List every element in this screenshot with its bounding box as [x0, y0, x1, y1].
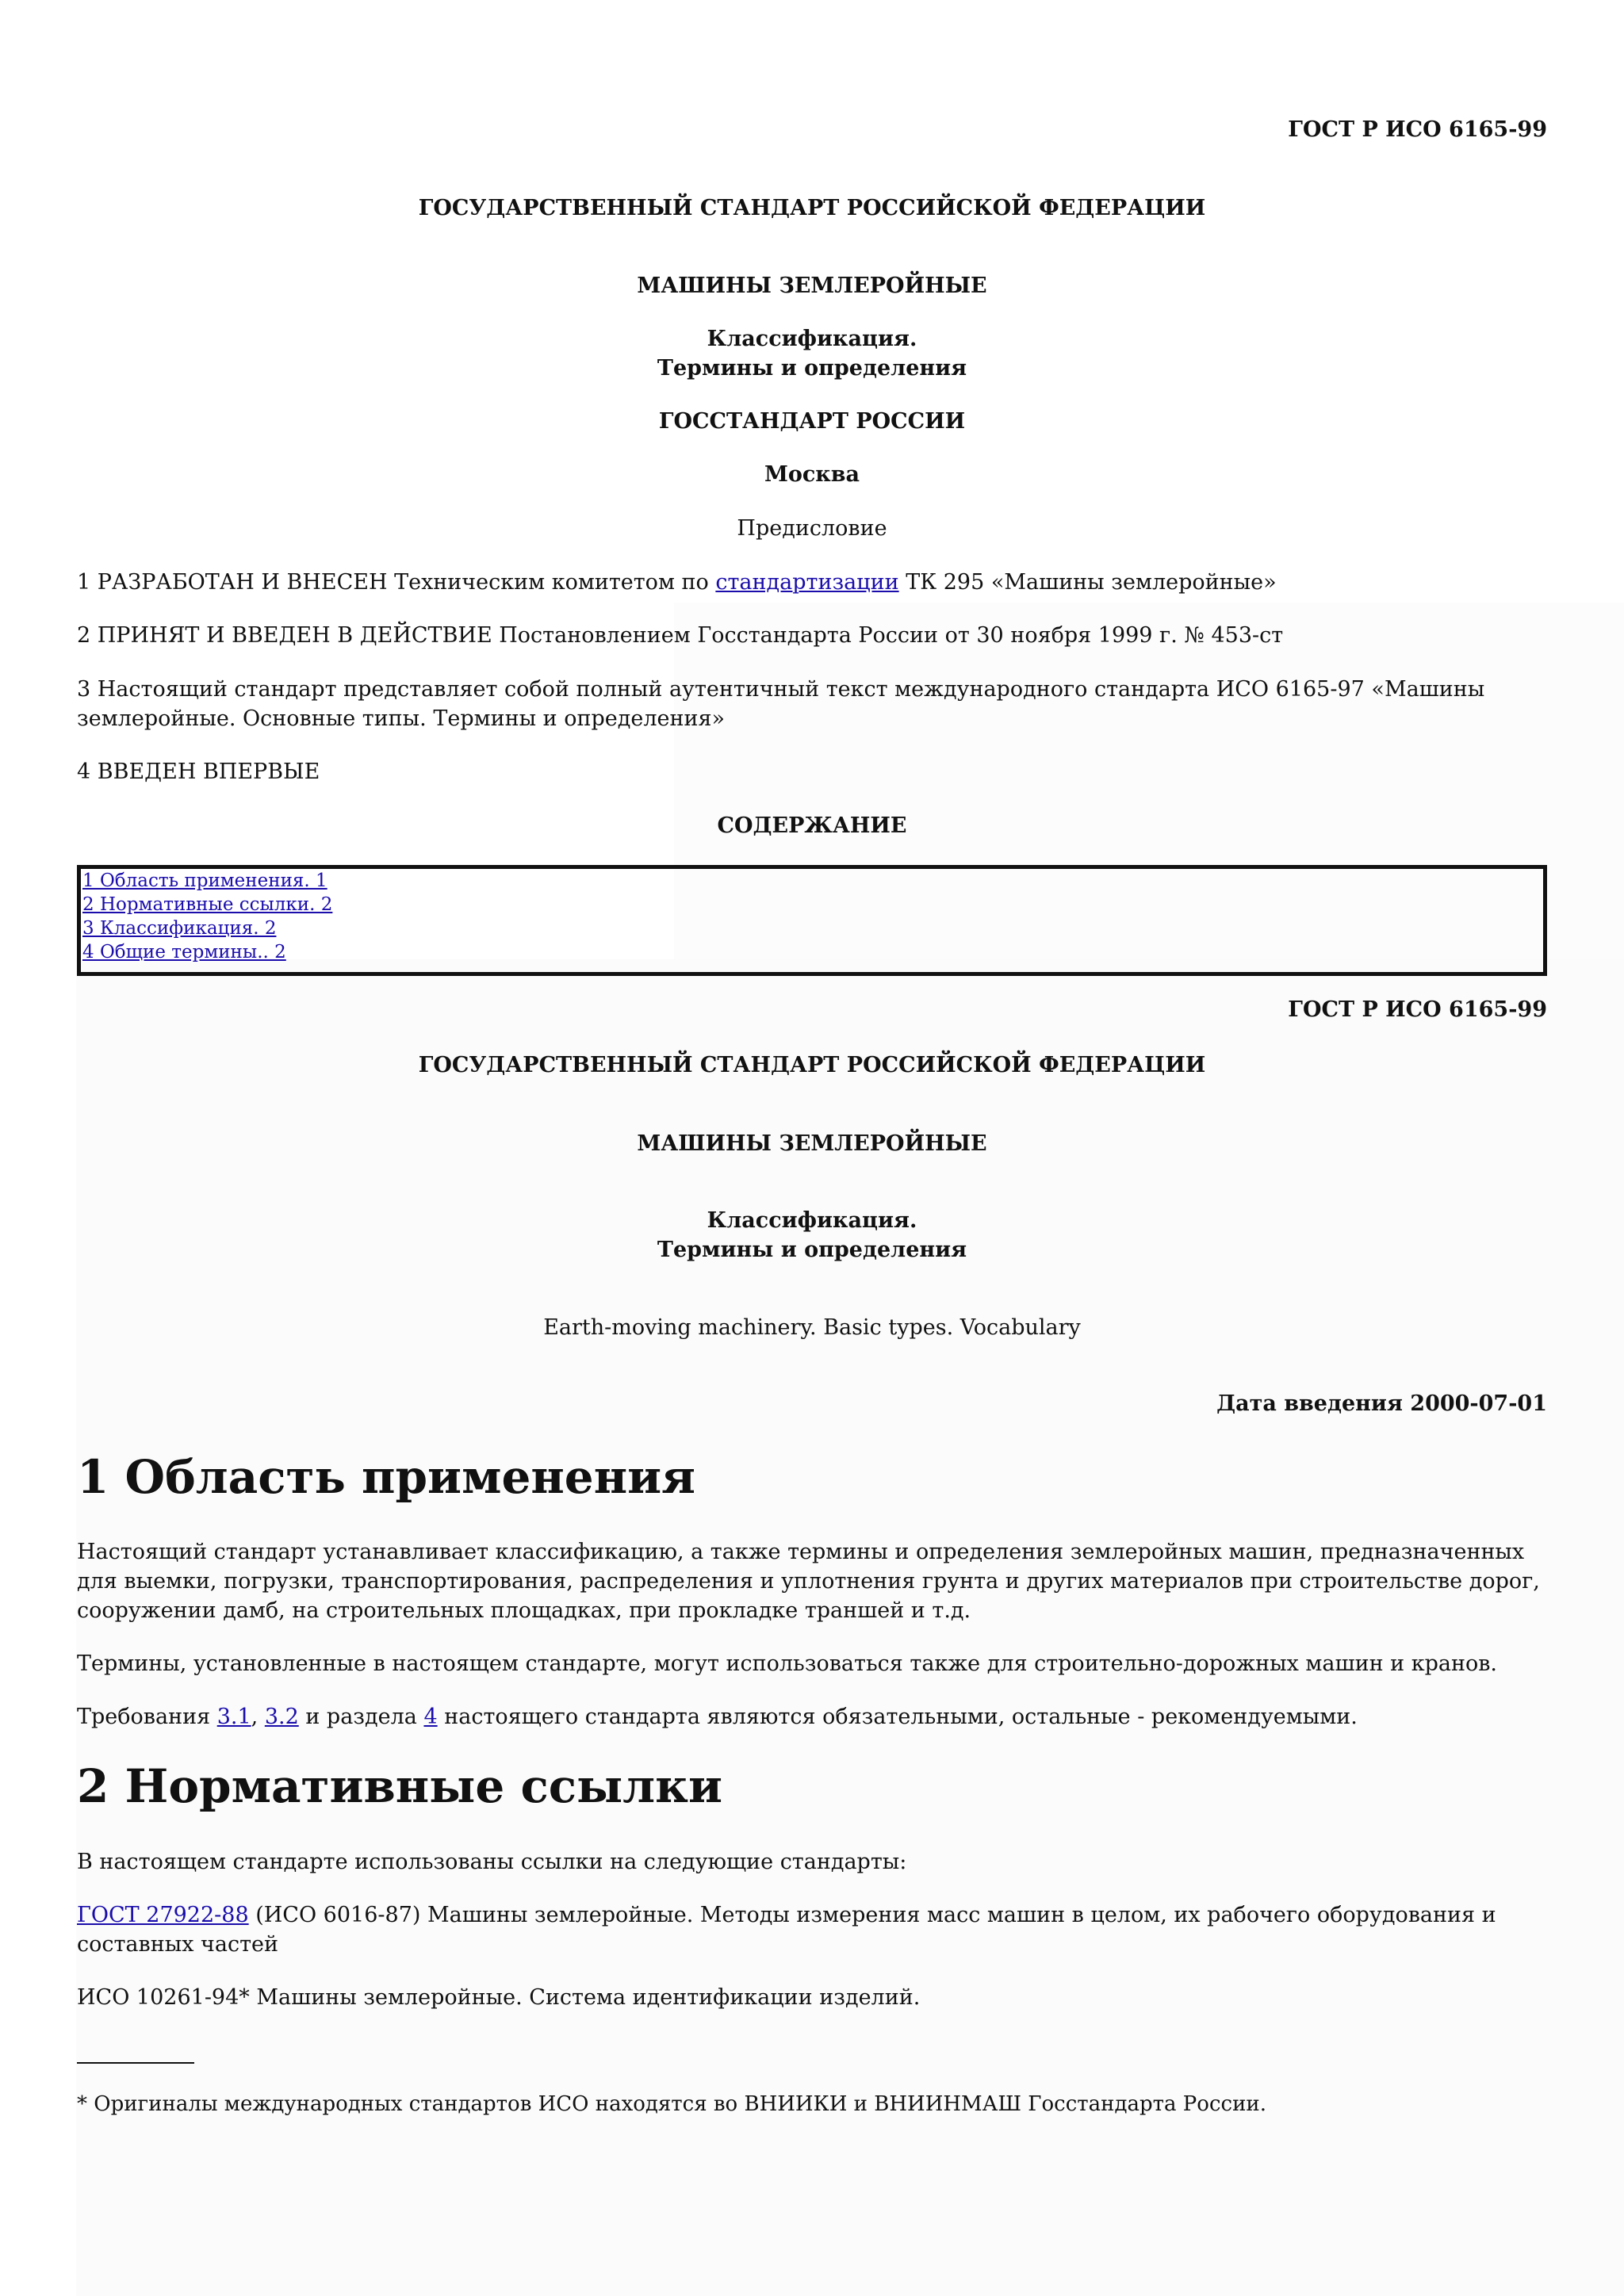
toc-link-classification[interactable]: 3 Классификация. 2	[82, 918, 277, 939]
state-standard-heading: ГОСУДАРСТВЕННЫЙ СТАНДАРТ РОССИЙСКОЙ ФЕДЕРАЦИИ	[418, 196, 1206, 220]
section-1-paragraph-2: Термины, установленные в настоящем стандарте, могут использоваться также для строительно-дорожных машин и кранов.	[77, 1651, 1498, 1676]
section-1-paragraph-3	[77, 1702, 1547, 1732]
footnote: * Оригиналы международных стандартов ИСО находятся во ВНИИКИ и ВНИИНМАШ Госстандарта России.	[77, 2092, 1267, 2116]
preface-item-1-prefix: 1 РАЗРАБОТАН И ВНЕСЕН Техническим комитетом по	[77, 570, 716, 595]
section-2-heading: 2 Нормативные ссылки	[77, 1759, 723, 1813]
publisher: ГОССТАНДАРТ РОССИИ	[658, 409, 966, 434]
toc-heading: СОДЕРЖАНИЕ	[717, 813, 907, 838]
section-2-paragraph-1: В настоящем стандарте использованы ссылки на следующие стандарты:	[77, 1850, 907, 1874]
state-standard-heading-body: ГОСУДАРСТВЕННЫЙ СТАНДАРТ РОССИЙСКОЙ ФЕДЕРАЦИИ	[418, 1053, 1206, 1077]
gost-27922-88-link[interactable]: ГОСТ 27922-88	[77, 1903, 249, 1927]
standardization-link[interactable]: стандартизации	[715, 570, 899, 595]
subtitle-line1-body: Классификация.	[707, 1208, 917, 1233]
clause-3-2-link[interactable]: 3.2	[264, 1705, 299, 1729]
preface-item-4: 4 ВВЕДЕН ВПЕРВЫЕ	[77, 760, 320, 784]
preface-item-1	[77, 568, 1547, 597]
doc-code: ГОСТ Р ИСО 6165-99	[1288, 117, 1547, 142]
reference-gost-27922	[77, 1900, 1547, 1959]
subtitle-line2-body: Термины и определения	[657, 1238, 967, 1262]
section-1-heading: 1 Область применения	[77, 1450, 696, 1504]
toc-link-scope[interactable]: 1 Область применения. 1	[82, 871, 327, 891]
introduction-date: Дата введения 2000-07-01	[1216, 1391, 1547, 1416]
section-4-link[interactable]: 4	[423, 1705, 438, 1729]
document-title-body: МАШИНЫ ЗЕМЛЕРОЙНЫЕ	[637, 1131, 987, 1156]
preface-item-2: 2 ПРИНЯТ И ВВЕДЕН В ДЕЙСТВИЕ Постановлением Госстандарта России от 30 ноября 1999 г. № 453-ст	[77, 623, 1284, 648]
toc-link-general-terms[interactable]: 4 Общие термины.. 2	[82, 942, 286, 962]
footnote-divider	[77, 2062, 194, 2064]
preface-item-1-suffix: ТК 295 «Машины землеройные»	[898, 570, 1277, 595]
table-of-contents	[77, 865, 1547, 976]
preface-heading: Предисловие	[737, 516, 887, 541]
section-text: и раздела	[298, 1705, 424, 1729]
reference-iso-10261: ИСО 10261-94* Машины землеройные. Система идентификации изделий.	[77, 1985, 921, 2010]
preface-item-3: 3 Настоящий стандарт представляет собой полный аутентичный текст международного стандарта ИСО 6165-97 «Машины землеройные. Основные типы. Термины и определения»	[77, 677, 1485, 731]
reference-gost-27922-text: (ИСО 6016-87) Машины землеройные. Методы измерения масс машин в целом, их рабочего оборудования и составных частей	[77, 1903, 1496, 1957]
clause-3-1-link[interactable]: 3.1	[216, 1705, 251, 1729]
requirements-text: Требования	[77, 1705, 217, 1729]
separator-text: ,	[251, 1705, 265, 1729]
section-1-paragraph-1: Настоящий стандарт устанавливает классификацию, а также термины и определения землеройных машин, предназначенных для выемки, погрузки, транспортирования, распределения и уплотнения грунта и других материалов при строительстве дорог, сооружении дамб, на строительных площадках, при прокладке траншей и т.д.	[77, 1540, 1540, 1623]
subtitle-line1: Классификация.	[707, 327, 917, 351]
doc-code-body: ГОСТ Р ИСО 6165-99	[1288, 997, 1547, 1022]
mandatory-text: настоящего стандарта являются обязательными, остальные - рекомендуемыми.	[437, 1705, 1358, 1729]
document-title: МАШИНЫ ЗЕМЛЕРОЙНЫЕ	[637, 274, 987, 298]
city: Москва	[764, 462, 860, 487]
toc-link-references[interactable]: 2 Нормативные ссылки. 2	[82, 894, 333, 915]
subtitle-line2: Термины и определения	[657, 356, 967, 381]
english-title: Earth-moving machinery. Basic types. Vocabulary	[543, 1315, 1081, 1340]
